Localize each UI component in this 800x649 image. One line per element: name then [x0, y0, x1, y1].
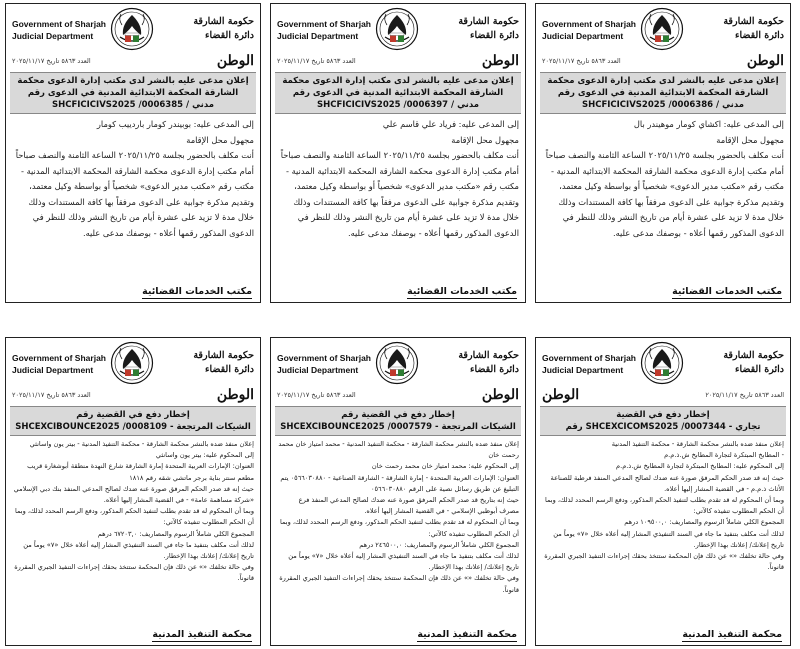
notice-banner — [275, 406, 521, 436]
notice-line: وفي حالة تخلفك «» عن ذلك فإن المحكمة ستتخذ بحقك إجراءات التنفيذ الجبري المقررة قانوناً. — [279, 574, 519, 594]
newspaper-name: الوطن — [216, 387, 254, 403]
notice-title: إخطار دفع في القضية رقم — [76, 410, 190, 420]
notice-header — [536, 4, 790, 52]
notice-line: إلى المحكوم عليه: المطابخ المبتكرة لتجارة المطابخ ش.ذ.م.م — [616, 462, 784, 471]
sharjah-emblem-icon — [640, 341, 684, 385]
residence-status: مجهول محل الإقامة — [716, 134, 784, 145]
notice-body — [536, 436, 790, 573]
signature: محكمة التنفيذ المدنية — [417, 629, 517, 640]
notice-body — [271, 114, 525, 241]
legal-notice — [270, 3, 526, 303]
notice-line: - المطابخ المبتكرة لتجارة المطابخ ش.ذ.م.م — [664, 451, 784, 460]
government-arabic: حكومة الشارقة دائرة القضاء — [723, 350, 784, 375]
legal-notice — [5, 337, 261, 646]
notice-line: حيث إنه قد صدر الحكم المرفق صورة عنه ضدك لصالح المدعي المنفذ بنك دبي الإسلامي «شركة مساهمة عامة» - في القضية المشار إليها أعلاه. — [13, 484, 254, 505]
issue-info: العدد ٥٨٦٣ تاريخ ٢٠٢٥/١١/١٧ — [705, 391, 784, 399]
issue-info: العدد ٥٨٦٣ تاريخ ٢٠٢٥/١١/١٧ — [277, 57, 356, 65]
case-number: رقم SHCEXCICOMS2025 /0007344 - تجاري — [565, 422, 761, 432]
case-number: SHCFICICIVS2025 /0006386 / مدني — [581, 100, 745, 110]
case-number: SHCEXCIBOUNCE2025 /0008109 - الشيكات المرتجعة — [15, 422, 251, 432]
notice-text: أنت مكلف بالحضور بجلسة ٢٠٢٥/١١/٢٥ الساعة الثامنة والنصف صباحاً أمام مكتب إدارة الدعوى محكمة الشارقة المحكمة الابتدائية المدنية - مكتب رقم «مكتب مدير الدعوى» شخصياً أو بواسطة وكيل معتمد، وتقديم مذكرة جوابية على الدعوى مرفقاً بها كافة المستندات وذلك خلال مدة لا تزيد على عشرة أيام من تاريخ النشر وذلك للنظر في الدعوى المذكور رقمها أعلاه - بوصفك مدعى عليه. — [280, 150, 519, 238]
legal-notice — [535, 3, 791, 303]
notice-line: وفي حالة تخلفك «» عن ذلك فإن المحكمة ستتخذ بحقك إجراءات التنفيذ الجبري المقررة قانوناً. — [14, 563, 254, 583]
government-arabic: حكومة الشارقة دائرة القضاء — [193, 350, 254, 375]
case-number: SHCFICICIVS2025 /0006385 / مدني — [51, 100, 215, 110]
notice-title: إعلان مدعى عليه بالنشر لدى مكتب إدارة الدعوى محكمة الشارقة المحكمة الابتدائية المدنية في الدعوى رقم — [282, 76, 514, 98]
residence-status: مجهول محل الإقامة — [186, 134, 254, 145]
notice-body — [271, 436, 525, 596]
issue-info: العدد ٥٨٦٣ تاريخ ٢٠٢٥/١١/١٧ — [542, 57, 621, 65]
signature: مكتب الخدمات القضائية — [672, 286, 782, 297]
notice-line: حيث إنه قد صدر الحكم المرفق صورة عنه ضدك لصالح المدعي المنفذ فرطبة للصناعة الأثاث ذ.م.م - في القضية المشار إليها أعلاه. — [550, 473, 784, 493]
addressee: إلى المدعى عليه: اكشاي كومار موهيندر بال — [633, 119, 784, 129]
notice-title: إخطار دفع في القضية رقم — [341, 410, 455, 420]
case-number: SHCFICICIVS2025 /0006397 / مدني — [316, 100, 480, 110]
notice-line: العنوان: الإمارات العربية المتحدة إمارة الشارقة شارع النهدة منطقة أبوشغارة قريب مطعم سنتر بناية برجر ماتشي شقه رقم ١٨١٨ — [27, 462, 254, 482]
notice-header — [6, 4, 260, 52]
notice-line: لذلك أنت مكلف بتنفيذ ما جاء في السند التنفيذي المشار إليه أعلاه خلال «٧» يوماً من تاريخ إعلانك/ إعلانك بهذا الإخطار. — [553, 529, 784, 549]
government-arabic: حكومة الشارقة دائرة القضاء — [458, 16, 519, 41]
notice-title: إخطار دفع في القضية — [616, 410, 710, 420]
notice-body — [6, 114, 260, 241]
sharjah-emblem-icon — [110, 341, 154, 385]
notice-line: إعلان منفذ ضده بالنشر محكمة الشارقة - محكمة التنفيذ المدنية - بيتر يون واسانثي — [29, 440, 254, 448]
total-amount: المجموع الكلي شاملاً الرسوم والمصاريف: ٦٧٢٠٣,٠ درهم — [97, 529, 254, 538]
notice-header — [536, 338, 790, 386]
government-english: Government of Sharjah Judicial Department — [277, 353, 371, 375]
signature: محكمة التنفيذ المدنية — [152, 629, 252, 640]
total-amount: المجموع الكلي شاملاً الرسوم والمصاريف: ٢٤٦٥٠٠,٠ درهم — [359, 540, 519, 549]
residence-status: مجهول محل الإقامة — [451, 134, 519, 145]
notice-header — [271, 338, 525, 386]
legal-notice — [270, 337, 526, 646]
addressee: إلى المدعى عليه: فرياد علي قاسم علي — [382, 119, 519, 129]
legal-notice — [5, 3, 261, 303]
notice-text: أنت مكلف بالحضور بجلسة ٢٠٢٥/١١/٢٥ الساعة الثامنة والنصف صباحاً أمام مكتب إدارة الدعوى محكمة الشارقة المحكمة الابتدائية المدنية - مكتب رقم «مكتب مدير الدعوى» شخصياً أو بواسطة وكيل معتمد، وتقديم مذكرة جوابية على الدعوى مرفقاً بها كافة المستندات وذلك خلال مدة لا تزيد على عشرة أيام من تاريخ النشر وذلك للنظر في الدعوى المذكور رقمها أعلاه - بوصفك مدعى عليه. — [545, 150, 784, 238]
notice-title: إعلان مدعى عليه بالنشر لدى مكتب إدارة الدعوى محكمة الشارقة المحكمة الابتدائية المدنية في الدعوى رقم — [17, 76, 249, 98]
total-amount: المجموع الكلي شاملاً الرسوم والمصاريف: ١٠٩٥٠٠,٠ درهم — [624, 518, 784, 527]
sharjah-emblem-icon — [110, 7, 154, 51]
issue-info: العدد ٥٨٦٣ تاريخ ٢٠٢٥/١١/١٧ — [277, 391, 356, 399]
sharjah-emblem-icon — [375, 7, 419, 51]
newspaper-name: الوطن — [216, 53, 254, 69]
newspaper-name: الوطن — [542, 387, 580, 403]
notice-header — [271, 4, 525, 52]
notice-line: لذلك أنت مكلف بتنفيذ ما جاء في السند التنفيذي المشار إليه أعلاه خلال «٧» يوماً من تاريخ إعلانك/ إعلانك بهذا الإخطار. — [23, 540, 254, 561]
government-english: Government of Sharjah Judicial Department — [542, 353, 636, 375]
notice-line: وبما أن المحكوم له قد تقدم بطلب لتنفيذ الحكم المذكور، ودفع الرسم المحدد لذلك، وبما أن الحكم المطلوب تنفيذه كالآتي: — [279, 518, 519, 538]
notice-line: إلى المحكوم عليه: محمد امتياز خان محمد رحمت خان — [371, 462, 519, 471]
issue-info: العدد ٥٨٦٣ تاريخ ٢٠٢٥/١١/١٧ — [12, 57, 91, 65]
notice-title: إعلان مدعى عليه بالنشر لدى مكتب إدارة الدعوى محكمة الشارقة المحكمة الابتدائية المدنية في الدعوى رقم — [547, 76, 779, 98]
government-english: Government of Sharjah Judicial Department — [12, 353, 106, 375]
notice-line: حيث إنه بتاريخ قد صدر الحكم المرفق صورة عنه ضدك لصالح المدعي المنفذ فرع مصرف أبوظبي الإسلامي - في القضية المشار إليها أعلاه. — [298, 496, 519, 516]
government-arabic: حكومة الشارقة دائرة القضاء — [723, 16, 784, 41]
notice-banner — [540, 406, 786, 436]
notice-line: العنوان: الإمارات العربية المتحدة - إمارة الشارقة - الشارقة الصناعية - ٠٥٦٦٠٣٠٨٨٠ يتم التبليغ عن طريق رسائل نصية على الرقم ٠٥٦٦٠٣٠٨٨٠ — [280, 473, 519, 493]
notice-line: لذلك أنت مكلف بتنفيذ ما جاء في السند التنفيذي المشار إليه أعلاه خلال «٧» يوماً من تاريخ إعلانك/ إعلانك بهذا الإخطار. — [288, 552, 519, 572]
government-english: Government of Sharjah Judicial Department — [542, 19, 636, 41]
sharjah-emblem-icon — [375, 341, 419, 385]
government-english: Government of Sharjah Judicial Department — [12, 19, 106, 41]
addressee: إلى المدعى عليه: بوبيندر كومار باردييب كومار — [96, 119, 254, 129]
signature: مكتب الخدمات القضائية — [142, 286, 252, 297]
notice-banner — [540, 72, 786, 114]
notice-text: أنت مكلف بالحضور بجلسة ٢٠٢٥/١١/٢٥ الساعة الثامنة والنصف صباحاً أمام مكتب إدارة الدعوى محكمة الشارقة المحكمة الابتدائية المدنية - مكتب رقم «مكتب مدير الدعوى» شخصياً أو بواسطة وكيل معتمد، وتقديم مذكرة جوابية على الدعوى مرفقاً بها كافة المستندات وذلك خلال مدة لا تزيد على عشرة أيام من تاريخ النشر وذلك للنظر في الدعوى المذكور رقمها أعلاه - بوصفك مدعى عليه. — [15, 150, 254, 238]
issue-info: العدد ٥٨٦٣ تاريخ ٢٠٢٥/١١/١٧ — [12, 391, 91, 399]
notice-line: وبما أن المحكوم له قد تقدم بطلب لتنفيذ الحكم المذكور، ودفع الرسم المحدد لذلك، وبما أن الحكم المطلوب تنفيذه كالآتي: — [544, 496, 784, 516]
government-arabic: حكومة الشارقة دائرة القضاء — [193, 16, 254, 41]
notice-line: إعلان منفذ ضده بالنشر محكمة الشارقة - محكمة التنفيذ المدنية — [611, 440, 784, 448]
case-number: SHCEXCIBOUNCE2025 /0007579 - الشيكات المرتجعة — [280, 422, 516, 432]
sharjah-emblem-icon — [640, 7, 684, 51]
notice-body — [6, 436, 260, 585]
notice-line: وبما أن المحكوم له قد تقدم بطلب لتنفيذ الحكم المذكور، ودفع الرسم المحدد لذلك، وبما أن الحكم المطلوب تنفيذه كالآتي: — [14, 507, 254, 527]
legal-notice — [535, 337, 791, 646]
notice-banner — [10, 406, 256, 436]
notice-body — [536, 114, 790, 241]
notice-line: وفي حالة تخلفك «» عن ذلك فإن المحكمة ستتخذ بحقك إجراءات التنفيذ الجبري المقررة قانوناً. — [544, 552, 784, 572]
government-english: Government of Sharjah Judicial Department — [277, 19, 371, 41]
notice-header — [6, 338, 260, 386]
notice-line: إلى المحكوم عليه: بيتر يون واسانثي — [155, 451, 254, 460]
newspaper-name: الوطن — [481, 387, 519, 403]
signature: محكمة التنفيذ المدنية — [682, 629, 782, 640]
government-arabic: حكومة الشارقة دائرة القضاء — [458, 350, 519, 375]
notice-banner — [275, 72, 521, 114]
notice-banner — [10, 72, 256, 114]
newspaper-name: الوطن — [481, 53, 519, 69]
newspaper-name: الوطن — [746, 53, 784, 69]
notice-line: إعلان منفذ ضده بالنشر محكمة الشارقة - محكمة التنفيذ المدنية - محمد امتياز خان محمد رحمت خان — [278, 440, 519, 460]
signature: مكتب الخدمات القضائية — [407, 286, 517, 297]
